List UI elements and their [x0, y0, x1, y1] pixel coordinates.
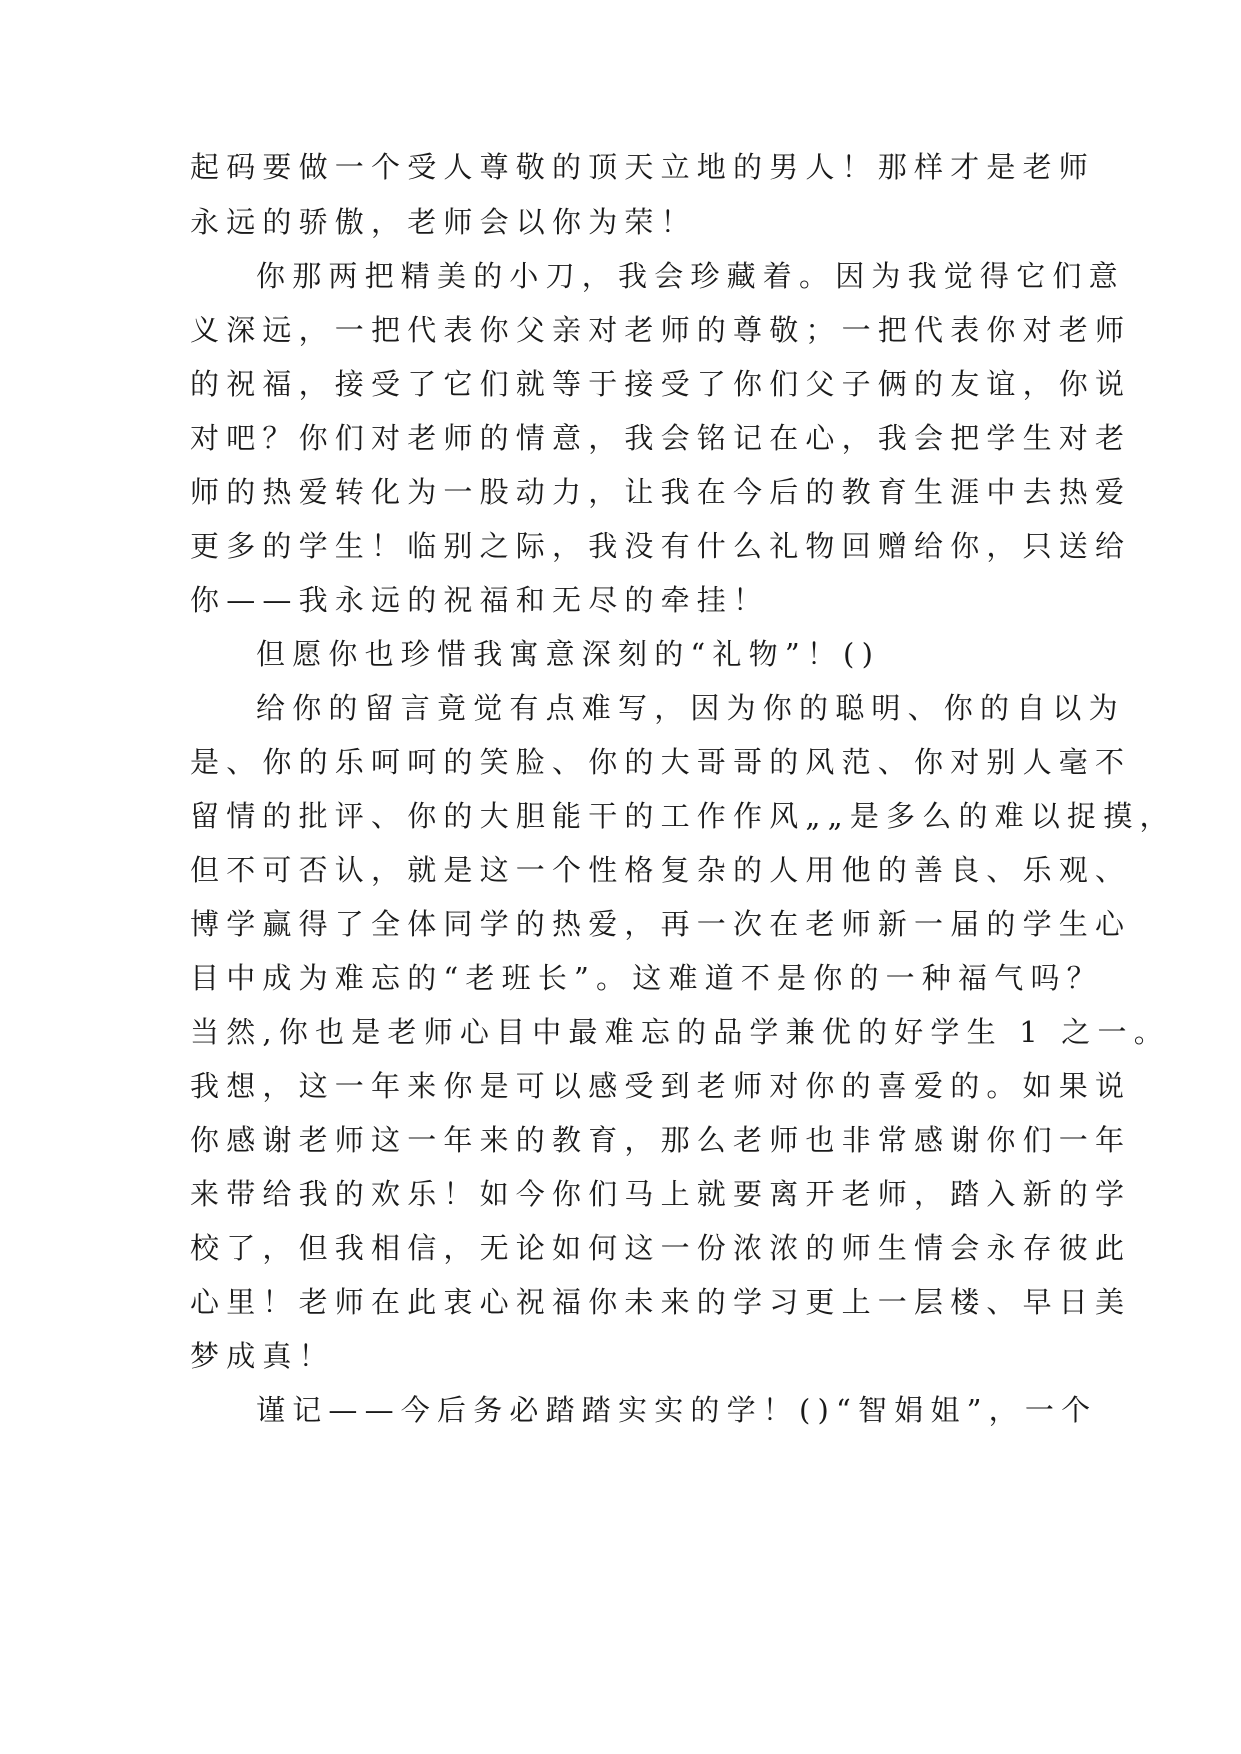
text-line: 来带给我的欢乐！如今你们马上就要离开老师，踏入新的学 [190, 1177, 1132, 1211]
text-line: 梦成真！ [190, 1339, 335, 1373]
text-line: 更多的学生！临别之际，我没有什么礼物回赠给你，只送给 [190, 529, 1132, 563]
text-line: 对吧？你们对老师的情意，我会铭记在心，我会把学生对老 [190, 421, 1132, 455]
text-line: 是、你的乐呵呵的笑脸、你的大哥哥的风范、你对别人毫不 [190, 745, 1132, 779]
text-line: 的祝福，接受了它们就等于接受了你们父子俩的友谊，你说 [190, 367, 1132, 401]
text-line: 你那两把精美的小刀，我会珍藏着。因为我觉得它们意 [256, 259, 1125, 293]
text-line: 你感谢老师这一年来的教育，那么老师也非常感谢你们一年 [190, 1123, 1132, 1157]
text-line: 给你的留言竟觉有点难写，因为你的聪明、你的自以为 [256, 691, 1125, 725]
text-line: 但愿你也珍惜我寓意深刻的“礼物”！() [256, 637, 881, 671]
text-line: 永远的骄傲，老师会以你为荣！ [190, 205, 697, 239]
text-line: 谨记——今后务必踏踏实实的学！()“智娟姐”，一个 [256, 1393, 1098, 1427]
text-line: 心里！老师在此衷心祝福你未来的学习更上一层楼、早日美 [190, 1285, 1132, 1319]
text-line: 我想，这一年来你是可以感受到老师对你的喜爱的。如果说 [190, 1069, 1132, 1103]
text-line: 目中成为难忘的“老班长”。这难道不是你的一种福气吗？ [190, 961, 1103, 995]
text-line: 起码要做一个受人尊敬的顶天立地的男人！那样才是老师 [190, 150, 1096, 184]
text-line: 留情的批评、你的大胆能干的工作作风„„是多么的难以捉摸， [190, 799, 1176, 833]
text-line: 你——我永远的祝福和无尽的牵挂！ [190, 583, 770, 617]
text-line: 博学赢得了全体同学的热爱，再一次在老师新一届的学生心 [190, 907, 1132, 941]
text-line: 但不可否认，就是这一个性格复杂的人用他的善良、乐观、 [190, 853, 1132, 887]
text-line: 义深远，一把代表你父亲对老师的尊敬；一把代表你对老师 [190, 313, 1132, 347]
text-line: 校了，但我相信，无论如何这一份浓浓的师生情会永存彼此 [190, 1231, 1132, 1265]
text-line: 当然,你也是老师心目中最难忘的品学兼优的好学生 1 之一。 [190, 1015, 1170, 1049]
text-line: 师的热爱转化为一股动力，让我在今后的教育生涯中去热爱 [190, 475, 1132, 509]
